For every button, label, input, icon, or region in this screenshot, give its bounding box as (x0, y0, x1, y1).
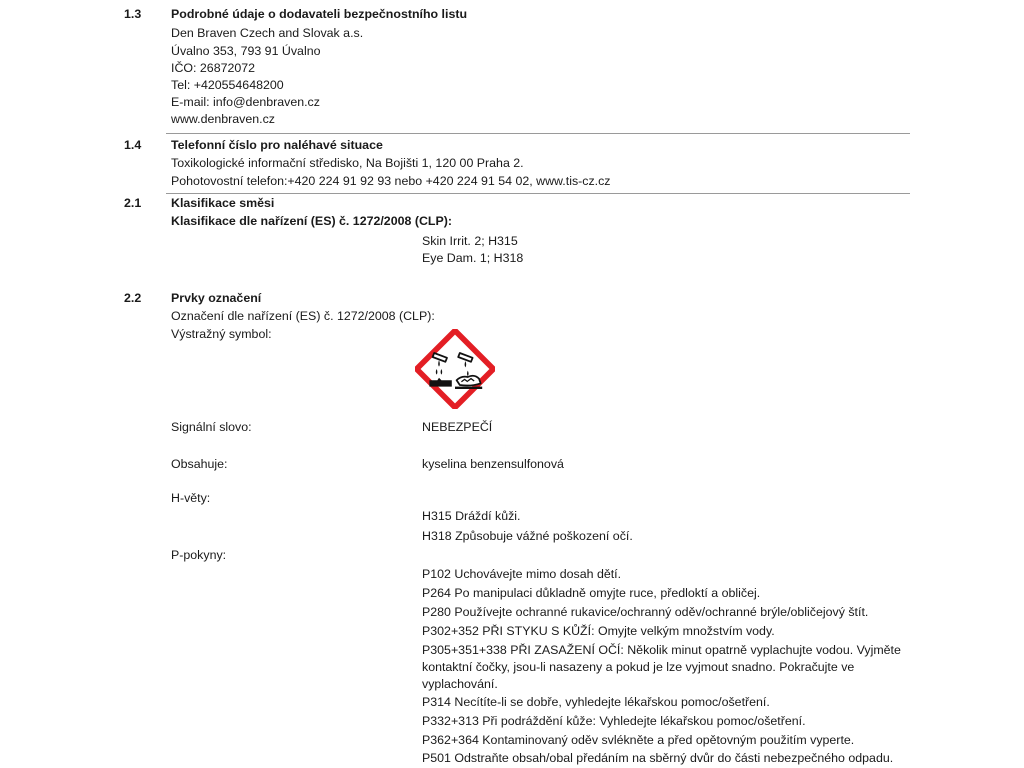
emergency-center: Toxikologické informační středisko, Na Bojišti 1, 120 00 Praha 2. (171, 156, 524, 170)
p-statement: P362+364 Kontaminovaný oděv svlékněte a před opětovným použitím vyperte. (422, 733, 855, 747)
supplier-ico: IČO: 26872072 (171, 61, 256, 75)
h-statements-label: H-věty: (171, 491, 211, 505)
p-statement: P332+313 Při podráždění kůže: Vyhledejte lékařskou pomoc/ošetření. (422, 714, 806, 728)
contains-value: kyselina benzensulfonová (422, 457, 564, 471)
section-subheading: Klasifikace dle nařízení (ES) č. 1272/2008 (CLP): (171, 214, 452, 228)
h-statement: H315 Dráždí kůži. (422, 509, 521, 523)
section-number: 1.3 (124, 7, 142, 21)
corrosion-pictogram-icon (415, 329, 495, 409)
signal-word-label: Signální slovo: (171, 420, 252, 434)
supplier-phone: Tel: +420554648200 (171, 78, 284, 92)
p-statement: P305+351+338 PŘI ZASAŽENÍ OČÍ: Několik minut opatrně vyplachujte vodou. Vyjměte (422, 643, 901, 657)
section-divider (166, 193, 910, 194)
contains-label: Obsahuje: (171, 457, 228, 471)
p-statement-continued: kontaktní čočky, jsou-li nasazeny a pokud je lze vyjmout snadno. Pokračujte ve (422, 660, 855, 674)
classification-item: Skin Irrit. 2; H315 (422, 234, 518, 248)
section-heading: Prvky označení (171, 291, 262, 305)
symbol-label: Výstražný symbol: (171, 327, 272, 341)
section-divider (166, 133, 910, 134)
section-number: 2.2 (124, 291, 142, 305)
section-heading: Telefonní číslo pro naléhavé situace (171, 138, 383, 152)
p-statements-label: P-pokyny: (171, 548, 227, 562)
supplier-email: E-mail: info@denbraven.cz (171, 95, 320, 109)
section-number: 1.4 (124, 138, 142, 152)
p-statement: P264 Po manipulaci důkladně omyjte ruce, předloktí a obličej. (422, 586, 761, 600)
supplier-web: www.denbraven.cz (171, 112, 275, 126)
h-statement: H318 Způsobuje vážné poškození očí. (422, 529, 633, 543)
section-heading: Podrobné údaje o dodavateli bezpečnostního listu (171, 7, 468, 21)
section-number: 2.1 (124, 196, 142, 210)
p-statement: P314 Necítíte-li se dobře, vyhledejte lékařskou pomoc/ošetření. (422, 695, 770, 709)
signal-word-value: NEBEZPEČÍ (422, 420, 493, 434)
classification-item: Eye Dam. 1; H318 (422, 251, 524, 265)
supplier-address: Úvalno 353, 793 91 Úvalno (171, 44, 321, 58)
p-statement: P102 Uchovávejte mimo dosah dětí. (422, 567, 622, 581)
section-heading: Klasifikace směsi (171, 196, 275, 210)
p-statement: P501 Odstraňte obsah/obal předáním na sběrný dvůr do části nebezpečného odpadu. (422, 751, 894, 765)
p-statement: P302+352 PŘI STYKU S KŮŽÍ: Omyjte velkým množstvím vody. (422, 624, 775, 638)
p-statement: P280 Používejte ochranné rukavice/ochranný oděv/ochranné brýle/obličejový štít. (422, 605, 869, 619)
supplier-name: Den Braven Czech and Slovak a.s. (171, 26, 364, 40)
emergency-phone: Pohotovostní telefon:+420 224 91 92 93 nebo +420 224 91 54 02, www.tis-cz.cz (171, 174, 611, 188)
p-statement-continued: vyplachování. (422, 677, 498, 691)
labelling-regulation: Označení dle nařízení (ES) č. 1272/2008 (CLP): (171, 309, 435, 323)
